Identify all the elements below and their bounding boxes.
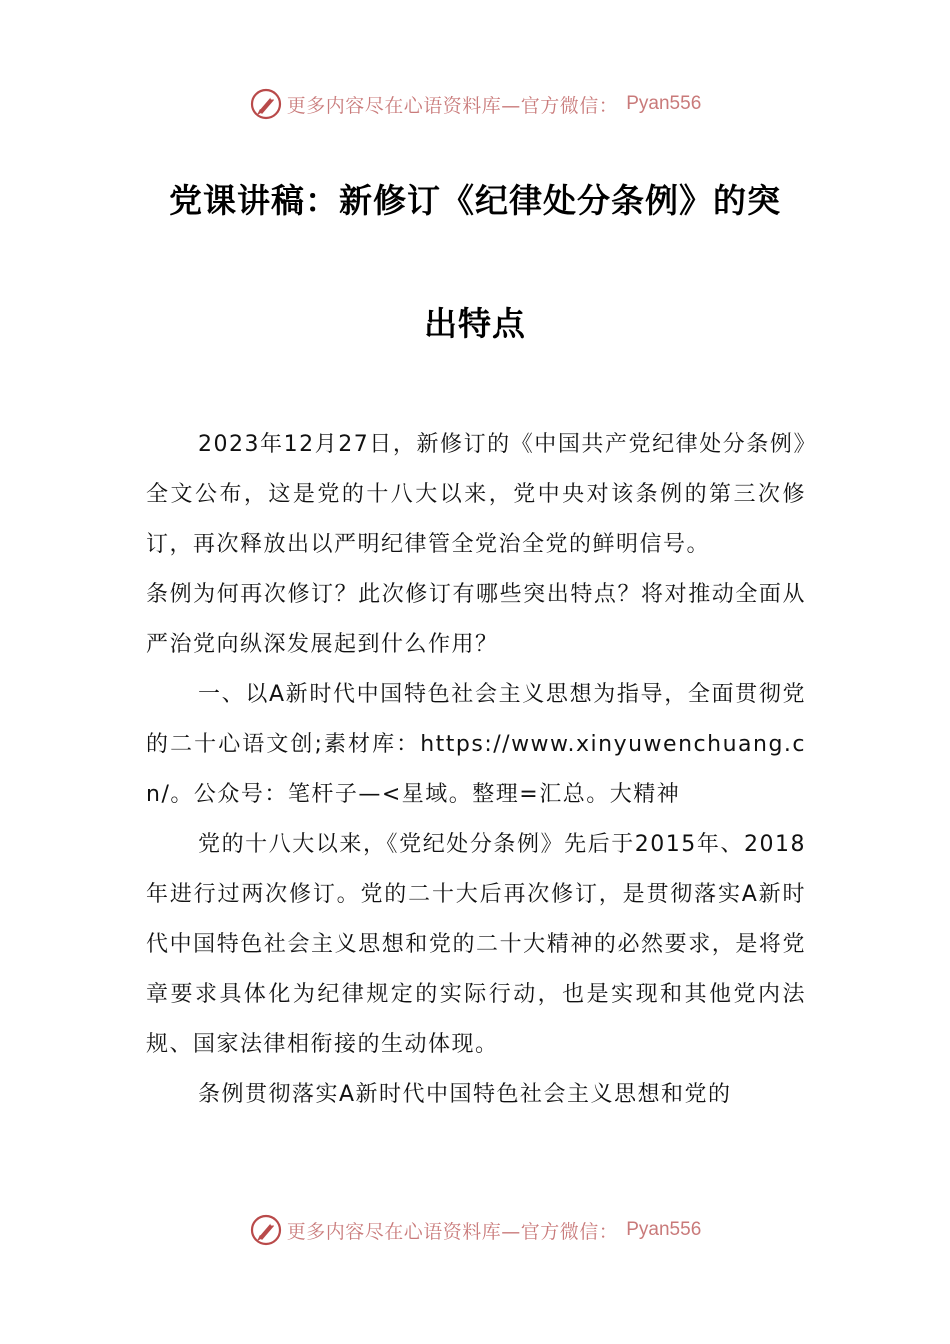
watermark-wechat-handle: Pyan556 (626, 93, 702, 114)
document-body (146, 420, 806, 1120)
pen-nib-logo-icon (249, 1213, 283, 1247)
document-title-line-1: 党课讲稿：新修订《纪律处分条例》的突 (169, 181, 781, 220)
paragraph-5: 条例贯彻落实A新时代中国特色社会主义思想和党的 (198, 1082, 732, 1107)
watermark-text: 更多内容尽在心语资料库—官方微信： (286, 94, 619, 117)
pen-nib-logo-icon (249, 87, 283, 121)
document-title-line-2: 出特点 (424, 304, 526, 343)
paragraph-3-heading: 一、以A新时代中国特色社会主义思想为指导，全面贯彻党的二十心语文创;素材库：https://www.xinyuwenchuang.cn/。公众号：笔杆子—<星域。整理=汇总。大精神 (146, 682, 806, 807)
paragraph-4: 党的十八大以来，《党纪处分条例》先后于2015年、2018年进行过两次修订。党的二十大后再次修订，是贯彻落实A新时代中国特色社会主义思想和党的二十大精神的必然要求，是将党章要求具体化为纪律规定的实际行动，也是实现和其他党内法规、国家法律相衔接的生动体现。 (146, 832, 806, 1057)
header-watermark (0, 82, 950, 126)
paragraph-2: 条例为何再次修订？此次修订有哪些突出特点？将对推动全面从严治党向纵深发展起到什么作用？ (146, 582, 806, 657)
paragraph-1: 2023年12月27日，新修订的《中国共产党纪律处分条例》全文公布，这是党的十八大以来，党中央对该条例的第三次修订，再次释放出以严明纪律管全党治全党的鲜明信号。 (146, 432, 806, 557)
watermark-text: 更多内容尽在心语资料库—官方微信： (286, 1220, 619, 1243)
watermark-wechat-handle: Pyan556 (626, 1219, 702, 1240)
footer-watermark (0, 1208, 950, 1252)
